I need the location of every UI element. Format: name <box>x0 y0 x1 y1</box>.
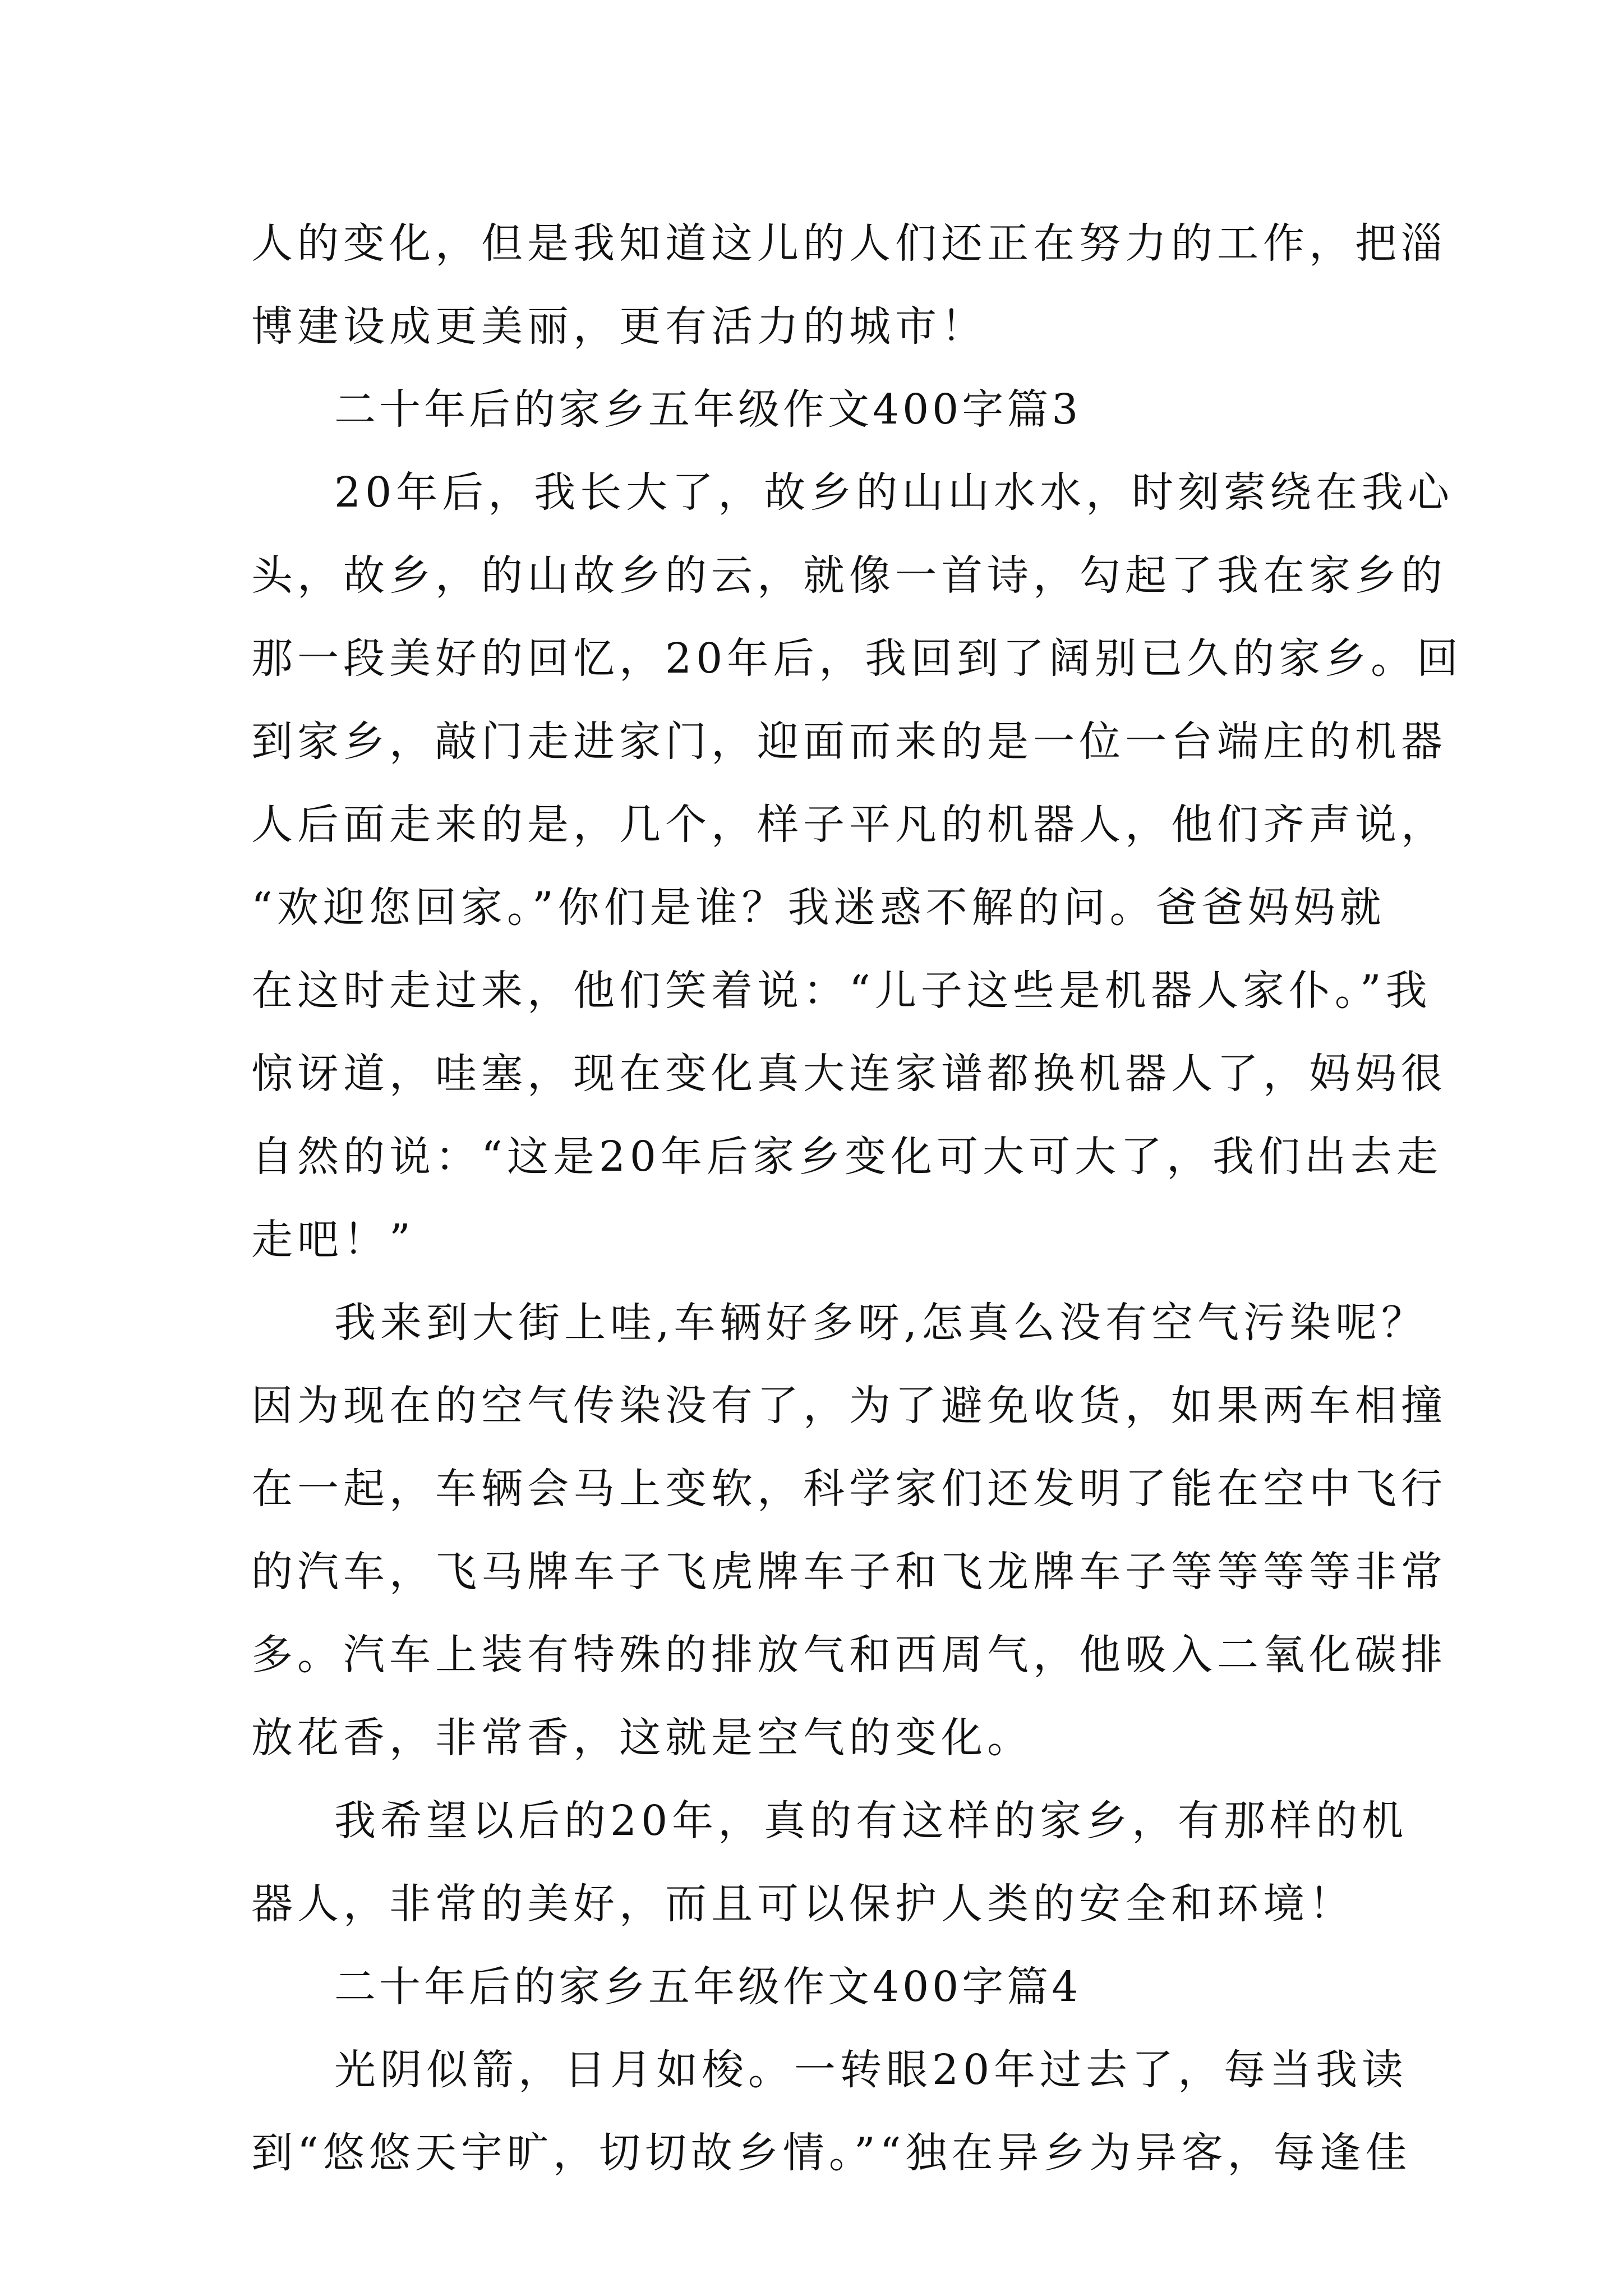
body-text-line: 器人，非常的美好，而且可以保护人类的安全和环境！ <box>251 1880 1355 1928</box>
body-text-line: “欢迎您回家。”你们是谁？我迷惑不解的问。爸爸妈妈就 <box>251 884 1386 932</box>
body-text-line: 我来到大街上哇,车辆好多呀,怎真么没有空气污染呢？ <box>334 1299 1428 1347</box>
body-text-line: 放花香，非常香，这就是空气的变化。 <box>251 1714 1033 1762</box>
body-text-line: 在一起，车辆会马上变软，科学家们还发明了能在空中飞行 <box>251 1465 1447 1513</box>
body-text-line: 自然的说：“这是20年后家乡变化可大可大了，我们出去走 <box>251 1133 1442 1181</box>
body-text-line: 我希望以后的20年，真的有这样的家乡，有那样的机 <box>334 1797 1408 1845</box>
body-text-line: 惊讶道，哇塞，现在变化真大连家谱都换机器人了，妈妈很 <box>251 1050 1447 1098</box>
section-heading: 二十年后的家乡五年级作文400字篇3 <box>334 385 1082 434</box>
section-heading: 二十年后的家乡五年级作文400字篇4 <box>334 1963 1082 2011</box>
document-page <box>251 202 1463 2194</box>
body-text-line: 多。汽车上装有特殊的排放气和西周气，他吸入二氧化碳排 <box>251 1631 1447 1679</box>
body-text-line: 光阴似箭，日月如梭。一转眼20年过去了，每当我读 <box>334 2046 1408 2094</box>
body-text-line: 博建设成更美丽，更有活力的城市！ <box>251 302 987 351</box>
body-text-line: 在这时走过来，他们笑着说：“儿子这些是机器人家仆。”我 <box>251 967 1432 1015</box>
body-text-line: 20年后，我长大了，故乡的山山水水，时刻萦绕在我心 <box>334 468 1454 517</box>
body-text-line: 人的变化，但是我知道这儿的人们还正在努力的工作，把淄 <box>251 219 1447 268</box>
body-text-line: 那一段美好的回忆，20年后，我回到了阔别已久的家乡。回 <box>251 634 1463 683</box>
body-text-line: 人后面走来的是，几个，样子平凡的机器人，他们齐声说， <box>251 800 1447 849</box>
body-text-line: 的汽车，飞马牌车子飞虎牌车子和飞龙牌车子等等等等非常 <box>251 1548 1447 1596</box>
body-text-line: 因为现在的空气传染没有了，为了避免收货，如果两车相撞 <box>251 1382 1447 1430</box>
body-text-line: 到“悠悠天宇旷，切切故乡情。”“独在异乡为异客，每逢佳 <box>251 2129 1412 2177</box>
body-text-line: 到家乡，敲门走进家门，迎面而来的是一位一台端庄的机器 <box>251 717 1447 766</box>
body-text-line: 头，故乡，的山故乡的云，就像一首诗，勾起了我在家乡的 <box>251 551 1447 600</box>
body-text-line: 走吧！” <box>251 1216 415 1264</box>
